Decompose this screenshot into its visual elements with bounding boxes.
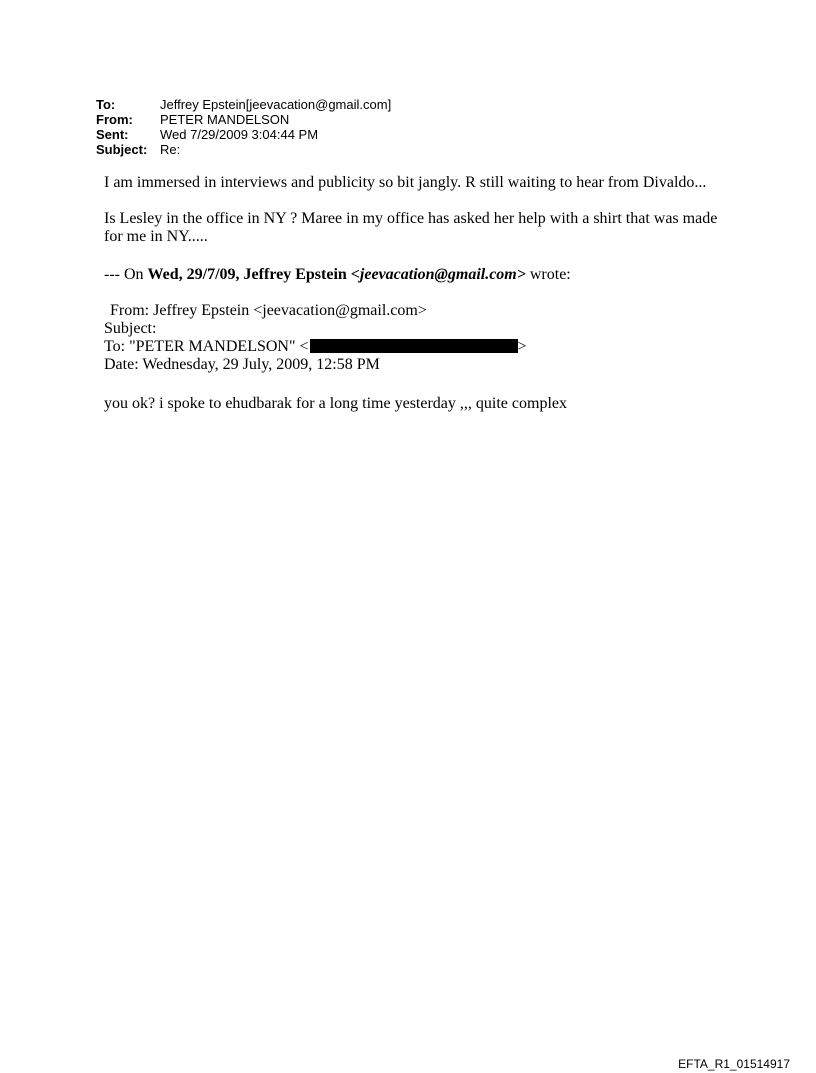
quoted-to-prefix: To: "PETER MANDELSON" <: [104, 338, 309, 355]
quote-suffix: wrote:: [525, 266, 571, 283]
quoted-body: [104, 395, 754, 413]
message-text-line: for me in NY.....: [104, 228, 208, 245]
quote-date-name: Wed, 29/7/09, Jeffrey Epstein: [147, 266, 351, 283]
redaction-block: [310, 339, 518, 353]
to-row: [96, 97, 391, 112]
subject-row: [96, 142, 391, 157]
quoted-body-text: you ok? i spoke to ehudbarak for a long time yesterday ,,, quite complex: [104, 395, 567, 412]
message-text: I am immersed in interviews and publicity so bit jangly. R still waiting to hear from Divaldo...: [104, 174, 707, 191]
sent-row: [96, 127, 391, 142]
quoted-header: [104, 302, 754, 374]
subject-value: Re:: [160, 142, 181, 157]
quoted-from-line: From: Jeffrey Epstein <jeevacation@gmail.com>: [110, 302, 427, 319]
to-label: To:: [96, 97, 116, 112]
email-header: [96, 97, 391, 157]
message-paragraph-1: [104, 174, 754, 192]
quoted-date-line: Date: Wednesday, 29 July, 2009, 12:58 PM: [104, 356, 380, 373]
sent-label: Sent:: [96, 127, 129, 142]
from-row: [96, 112, 391, 127]
quoted-to-line: [104, 338, 754, 356]
quoted-subject-line: Subject:: [104, 320, 157, 337]
message-paragraph-2: [104, 210, 754, 246]
quote-prefix: --- On: [104, 266, 148, 283]
to-value: Jeffrey Epstein[jeevacation@gmail.com]: [160, 97, 392, 112]
quoted-to-suffix: >: [517, 338, 527, 355]
quote-email: <jeevacation@gmail.com>: [350, 266, 526, 283]
message-text-line: Is Lesley in the office in NY ? Maree in my office has asked her help with a shirt that was made: [104, 210, 718, 227]
quote-attribution: [104, 266, 754, 284]
from-value: PETER MANDELSON: [160, 112, 290, 127]
subject-label: Subject:: [96, 142, 148, 157]
from-label: From:: [96, 112, 133, 127]
sent-value: Wed 7/29/2009 3:04:44 PM: [160, 127, 319, 142]
document-id: EFTA_R1_01514917: [678, 1057, 790, 1071]
